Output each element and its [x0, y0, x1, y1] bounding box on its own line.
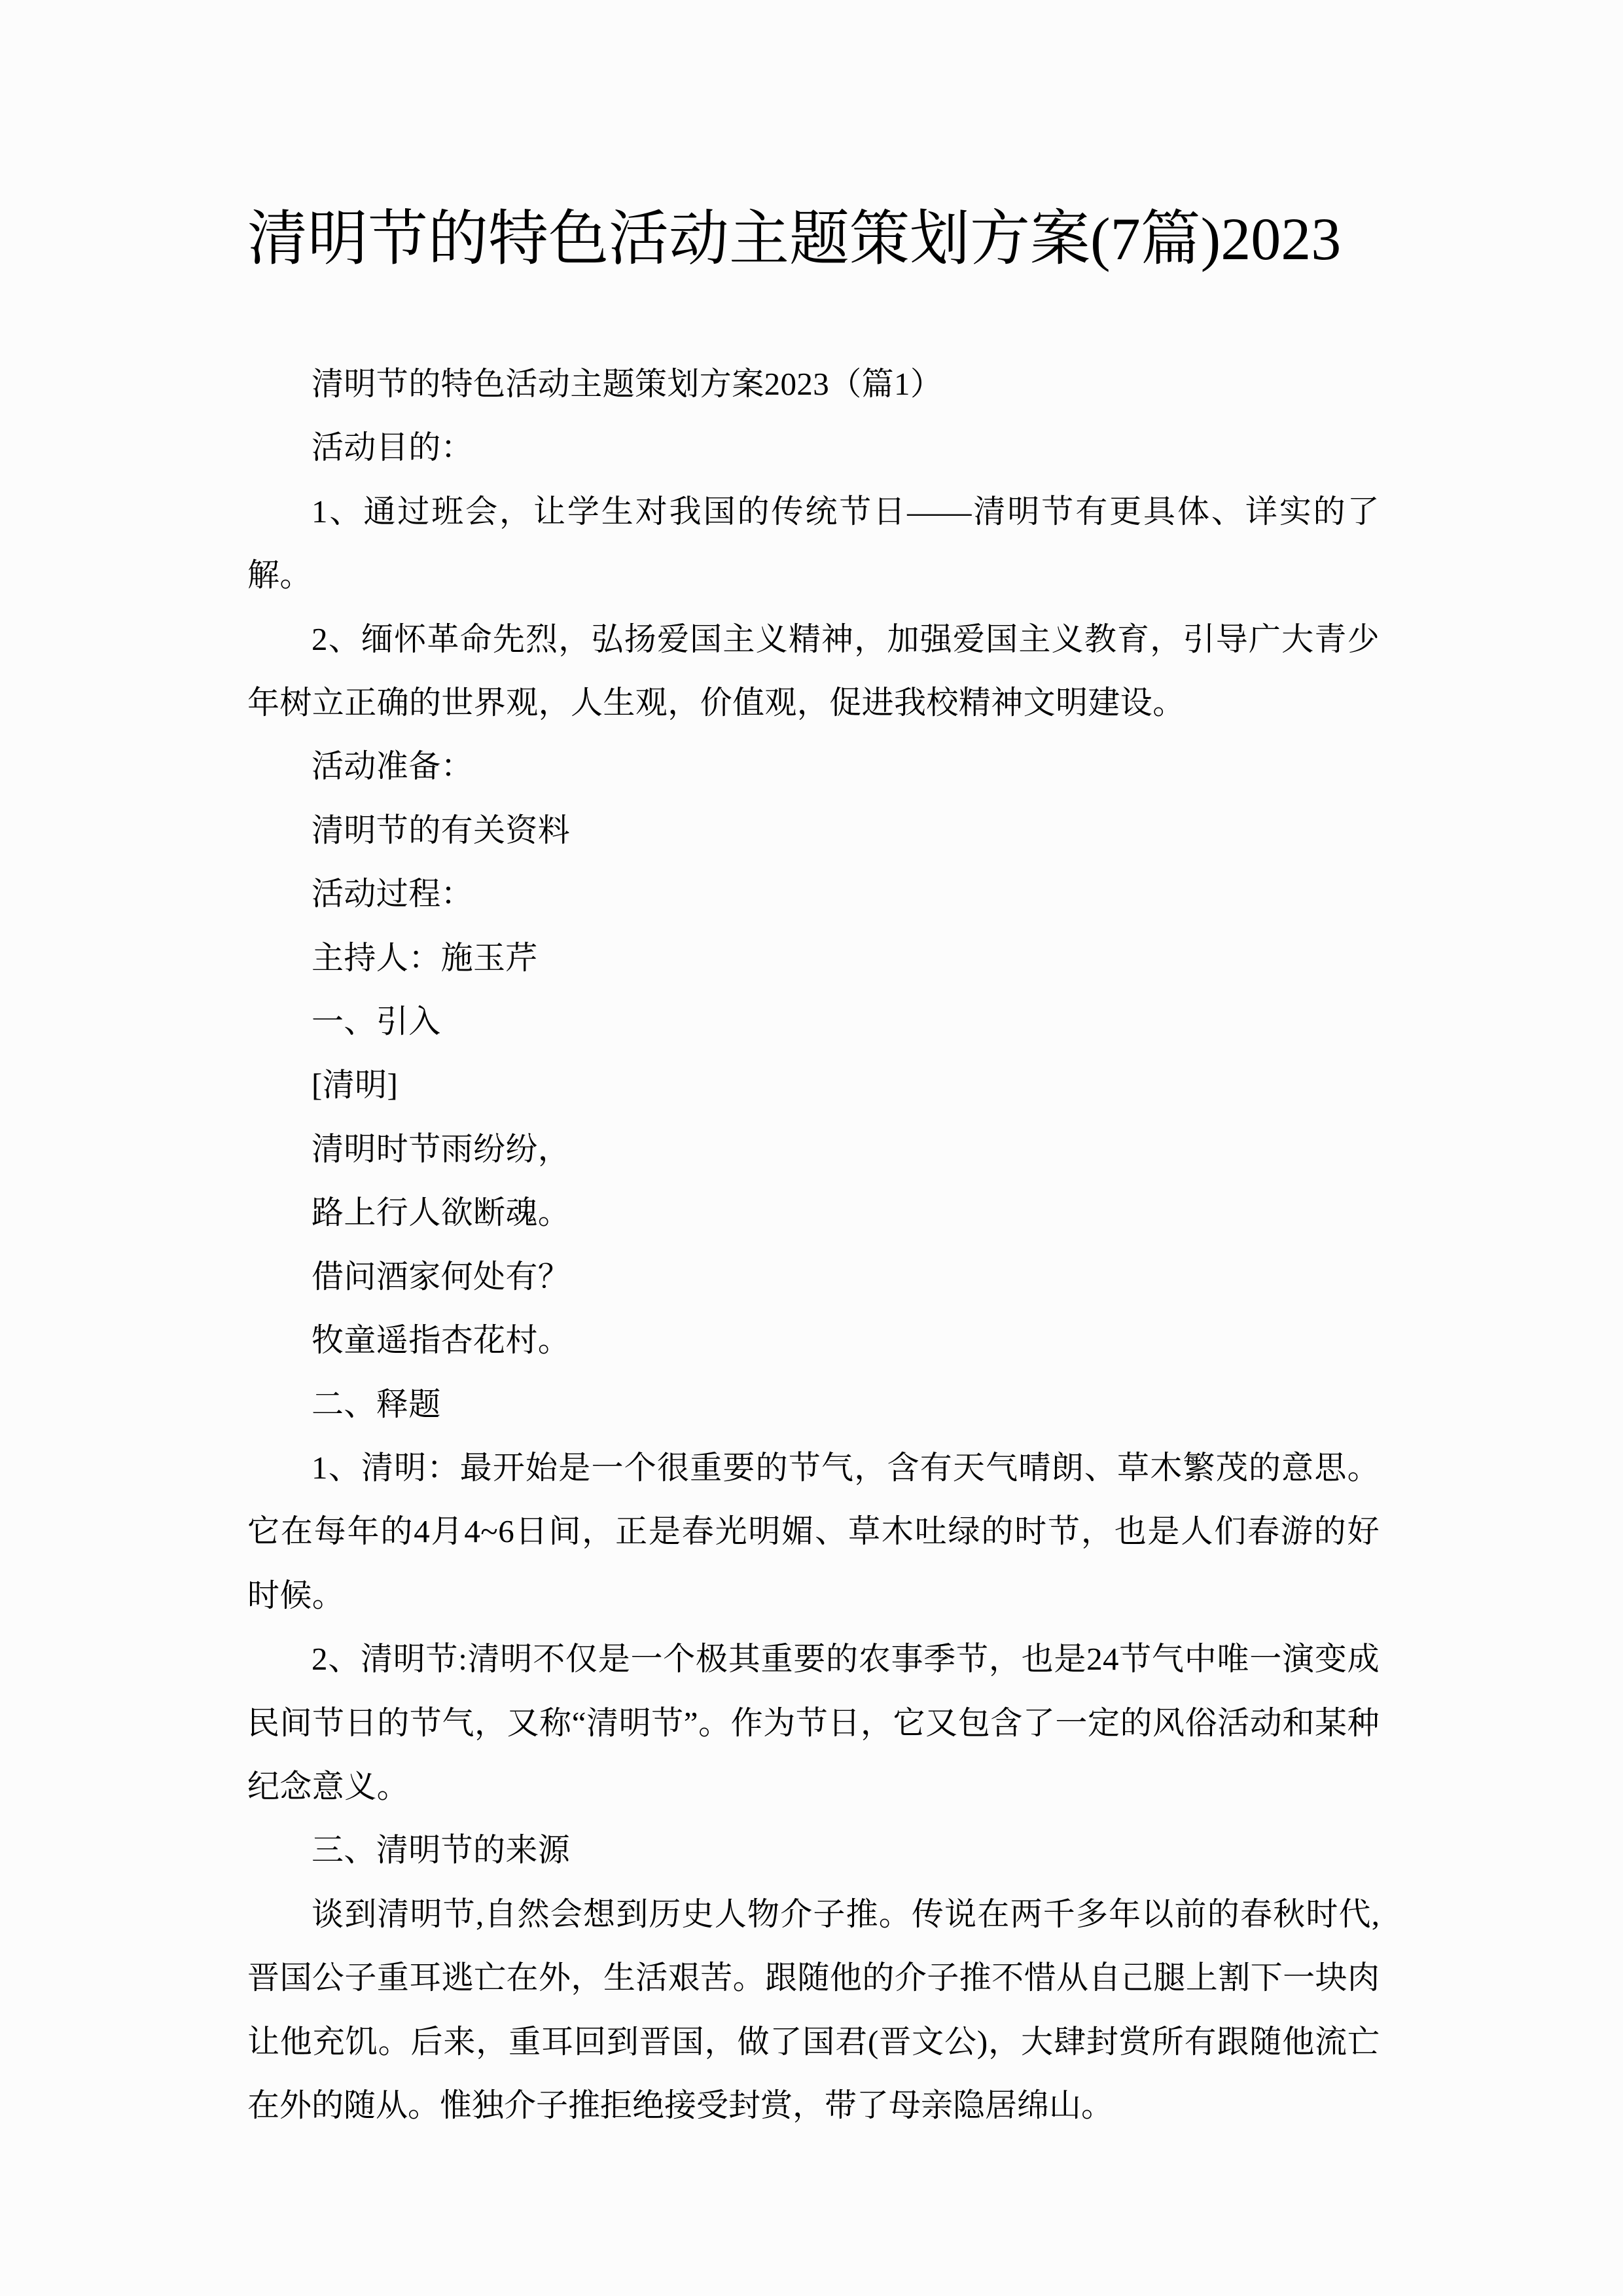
purpose-item-1: 1、通过班会，让学生对我国的传统节日——清明节有更具体、详实的了解。 [247, 493, 1380, 594]
poem-line-2: 路上行人欲断魂。 [312, 1194, 571, 1231]
document-title: 清明节的特色活动主题策划方案(7篇)2023 [247, 206, 1342, 272]
step-origin-heading: 三、清明节的来源 [312, 1832, 571, 1869]
explanation-item-1: 1、清明：最开始是一个很重要的节气，含有天气晴朗、草木繁茂的意思。它在每年的4月4~6日间，正是春光明媚、草木吐绿的时节，也是人们春游的好时候。 [247, 1449, 1380, 1613]
preparation-materials: 清明节的有关资料 [312, 812, 571, 848]
poem-line-3: 借问酒家何处有？ [312, 1258, 571, 1295]
step-explanation-heading: 二、释题 [312, 1386, 441, 1422]
activity-preparation-label: 活动准备： [312, 748, 474, 785]
section-heading-part-1: 清明节的特色活动主题策划方案2023（篇1） [312, 366, 943, 402]
poem-line-4: 牧童遥指杏花村。 [312, 1322, 571, 1359]
activity-purpose-label: 活动目的： [312, 429, 474, 466]
host-line: 主持人：施玉芹 [312, 939, 538, 976]
origin-paragraph: 谈到清明节,自然会想到历史人物介子推。传说在两千多年以前的春秋时代,晋国公子重耳逃亡在外，生活艰苦。跟随他的介子推不惜从自己腿上割下一块肉让他充饥。后来，重耳回到晋国，做了国君(晋文公)，大肆封赏所有跟随他流亡在外的随从。惟独介子推拒绝接受封赏，带了母亲隐居绵山。 [247, 1895, 1380, 2123]
explanation-item-2: 2、清明节:清明不仅是一个极其重要的农事季节，也是24节气中唯一演变成民间节日的节气，又称“清明节”。作为节日，它又包含了一定的风俗活动和某种纪念意义。 [247, 1641, 1380, 1804]
step-introduction-heading: 一、引入 [312, 1003, 441, 1040]
poem-line-1: 清明时节雨纷纷， [312, 1130, 571, 1167]
poem-title: [清明] [312, 1067, 399, 1103]
activity-process-label: 活动过程： [312, 876, 474, 912]
purpose-item-2: 2、缅怀革命先烈，弘扬爱国主义精神，加强爱国主义教育，引导广大青少年树立正确的世界观，人生观，价值观，促进我校精神文明建设。 [247, 620, 1380, 721]
document-body [247, 352, 1380, 2137]
